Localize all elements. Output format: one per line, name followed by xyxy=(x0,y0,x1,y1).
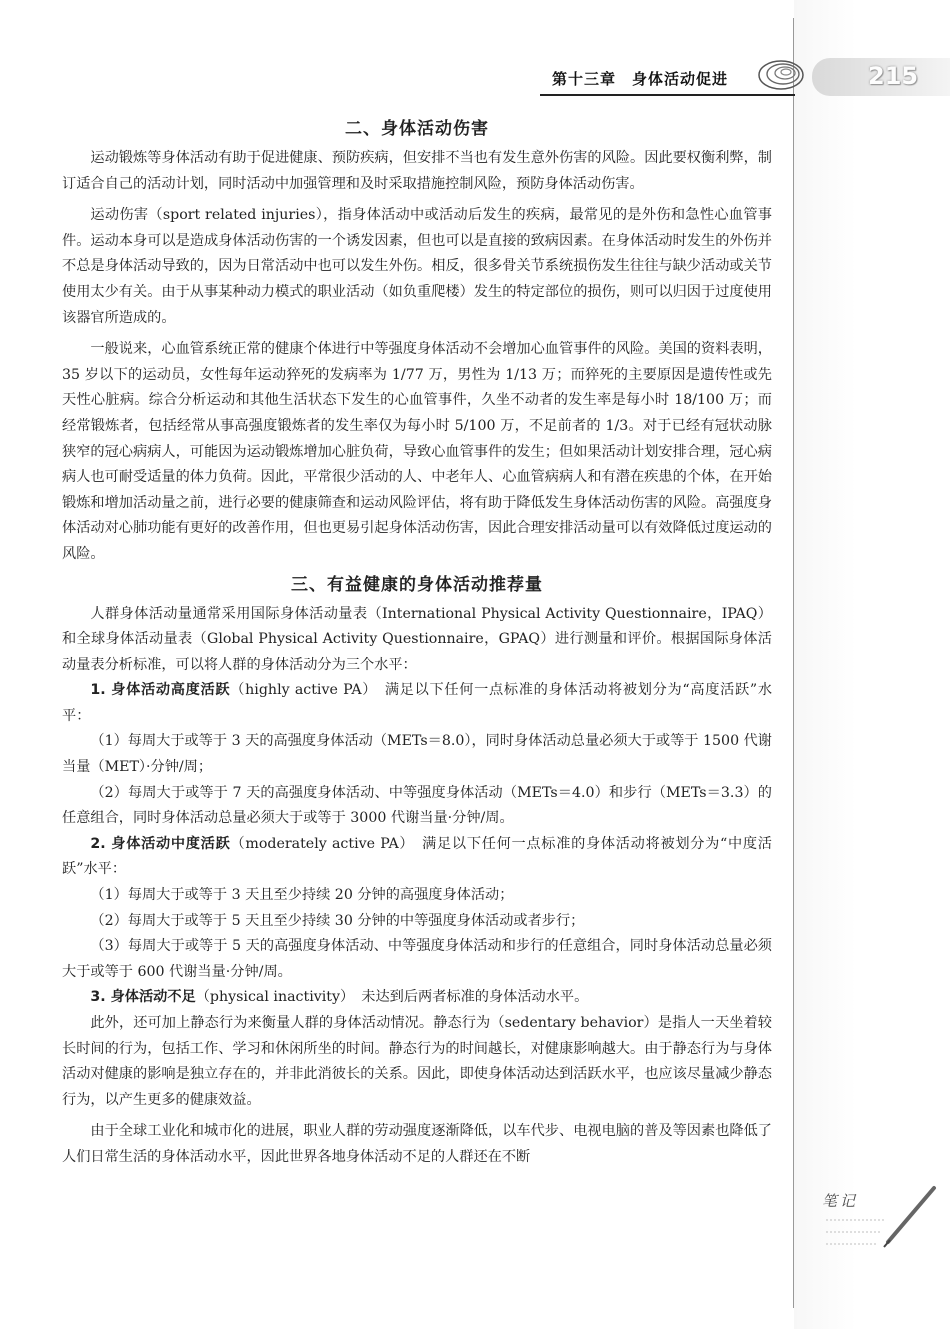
notes-label: 笔记 xyxy=(822,1192,859,1210)
paragraph: 此外，还可加上静态行为来衡量人群的身体活动情况。静态行为（sedentary behavior）是指人一天坐着较长时间的行为，包括工作、学习和休闲所坐的时间。静态行为的时间越长，对健康影响越大。由于静态行为与身体活动对健康的影响是独立存在的，并非此消彼长的关系。因此，即使身体活动达到活跃水平，也应该尽量减少静态行为，以产生更多的健康效益。 xyxy=(62,1015,772,1108)
level-inactive-title: 3. 身体活动不足 xyxy=(90,989,196,1006)
chapter-title: 第十三章 身体活动促进 xyxy=(552,70,729,88)
paragraph: 人群身体活动量通常采用国际身体活动量表（International Physical Activity Questionnaire，IPAQ）和全球身体活动量表（Global Physical Activity Questionnaire，GPAQ）进行测量和评价。根据国际身体活动量表分析标准，可以将人群的身体活动分为三个水平： xyxy=(62,605,772,673)
level-moderate-desc: （moderately active PA） 满足以下任何一点标准的身体活动将被划分为“中度活跃”水平： xyxy=(62,835,772,878)
margin-band xyxy=(794,0,950,1329)
list-item: （2）每周大于或等于 5 天且至少持续 30 分钟的中等强度身体活动或者步行； xyxy=(90,912,585,929)
list-item: （2）每周大于或等于 7 天的高强度身体活动、中等强度身体活动（METs＝4.0）和步行（METs＝3.3）的任意组合，同时身体活动总量必须大于或等于 3000 代谢当量·分钟/周。 xyxy=(62,784,772,827)
page-body xyxy=(62,112,772,1171)
section-heading-injury: 二、身体活动伤害 xyxy=(345,119,489,139)
level-high xyxy=(62,678,772,729)
page-number: 215 xyxy=(868,62,919,90)
running-header xyxy=(540,64,780,94)
paragraph: 一般说来，心血管系统正常的健康个体进行中等强度身体活动不会增加心血管事件的风险。美国的资料表明，35 岁以下的运动员，女性每年运动猝死的发病率为 1/77 万，男性为 1/13 万；而猝死的主要原因是遗传性或先天性心脏病。综合分析运动和其他生活状态下发生的心血管事件，久坐不动者的发生率是每小时 18/100 万；而经常锻炼者，包括经常从事高强度锻炼者的发生率仅为每小时 5/100 万，不足前者的 1/3。对于已经有冠状动脉狭窄的冠心病病人，可能因为运动锻炼增加心脏负荷，导致心血管事件的发生；但如果活动计划安排合理，冠心病病人也可耐受适量的体力负荷。因此，平常很少活动的人、中老年人、心血管病病人和有潜在疾患的个体，在开始锻炼和增加活动量之前，进行必要的健康筛查和运动风险评估，将有助于降低发生身体活动伤害的风险。高强度身体活动对心肺功能有更好的改善作用，但也更易引起身体活动伤害，因此合理安排活动量可以有效降低过度运动的风险。 xyxy=(62,341,772,562)
section-heading-recommendation: 三、有益健康的身体活动推荐量 xyxy=(291,574,543,595)
level-high-title: 1. 身体活动高度活跃 xyxy=(90,682,231,699)
paragraph: 由于全球工业化和城市化的进展，职业人群的劳动强度逐渐降低，以车代步、电视电脑的普及等因素也降低了人们日常生活的身体活动水平，因此世界各地身体活动不足的人群还在不断 xyxy=(62,1123,772,1165)
level-moderate-title: 2. 身体活动中度活跃 xyxy=(90,835,231,852)
paragraph: 运动锻炼等身体活动有助于促进健康、预防疾病，但安排不当也有发生意外伤害的风险。因此要权衡利弊，制订适合自己的活动计划，同时活动中加强管理和及时采取措施控制风险，预防身体活动伤害。 xyxy=(62,150,772,192)
margin-rule xyxy=(793,18,794,1308)
paragraph: 运动伤害（sport related injuries），指身体活动中或活动后发生的疾病，最常见的是外伤和急性心血管事件。运动本身可以是造成身体活动伤害的一个诱发因素，但也可以是直接的致病因素。在身体活动时发生的外伤并不总是身体活动导致的，因为日常活动中也可以发生外伤。相反，很多骨关节系统损伤发生往往与缺少活动或关节使用太少有关。由于从事某种动力模式的职业活动（如负重爬楼）发生的特定部位的损伤，则可以归因于过度使用该器官所造成的。 xyxy=(62,207,772,326)
swirl-ornament-icon xyxy=(756,54,806,96)
list-item: （1）每周大于或等于 3 天且至少持续 20 分钟的高强度身体活动； xyxy=(90,887,514,904)
level-moderate xyxy=(62,832,772,883)
list-item: （1）每周大于或等于 3 天的高强度身体活动（METs＝8.0），同时身体活动总量必须大于或等于 1500 代谢当量（MET）·分钟/周； xyxy=(62,733,772,776)
level-high-desc: （highly active PA） 满足以下任何一点标准的身体活动将被划分为“高度活跃”水平： xyxy=(62,682,773,724)
level-inactive xyxy=(62,985,772,1011)
level-inactive-desc: （physical inactivity） 未达到后两者标准的身体活动水平。 xyxy=(195,989,589,1006)
list-item: （3）每周大于或等于 5 天的高强度身体活动、中等强度身体活动和步行的任意组合，同时身体活动总量必须大于或等于 600 代谢当量·分钟/周。 xyxy=(62,938,772,980)
